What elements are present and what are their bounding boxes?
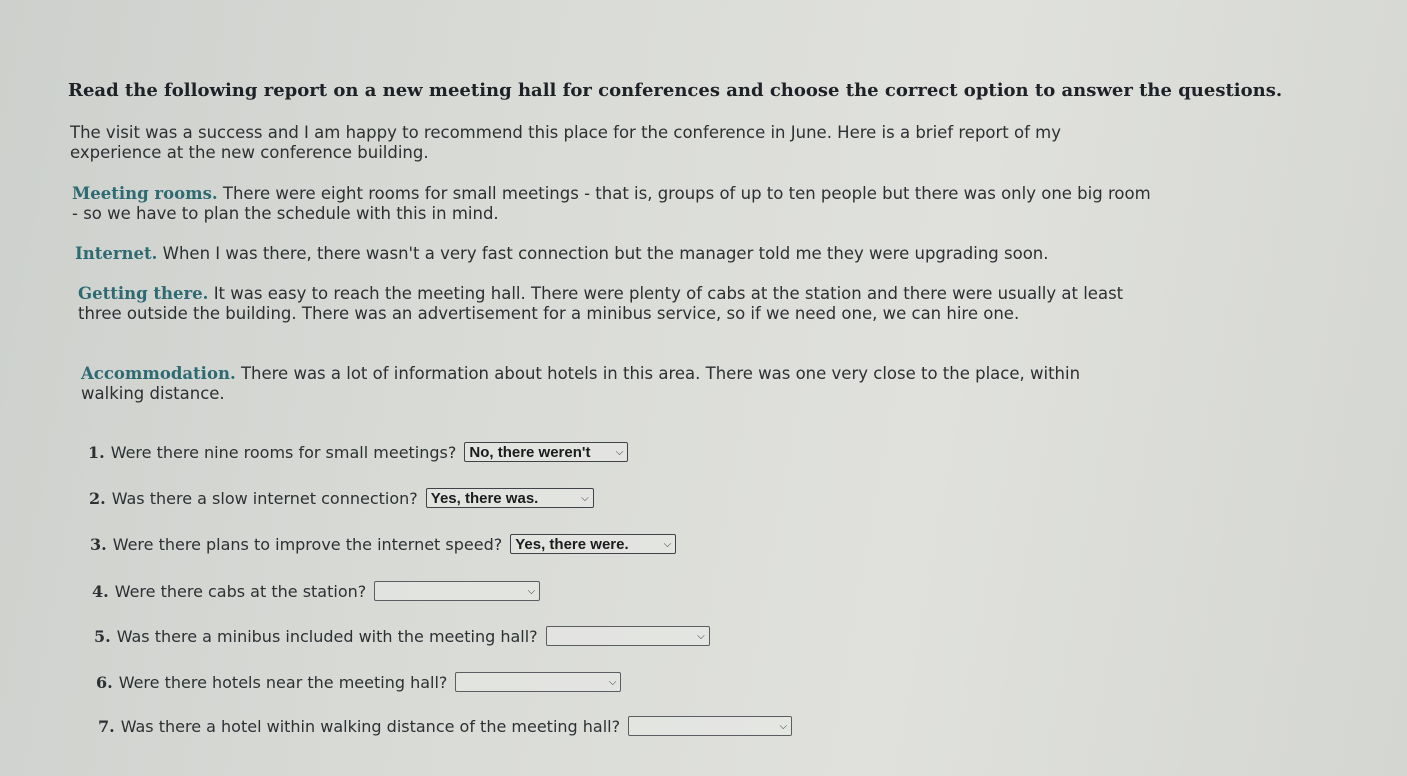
instructions-text: Read the following report on a new meeting hall for conferences and choose the correct option to answer the questions. [68, 80, 1283, 101]
getting-there-text: It was easy to reach the meeting hall. There were plenty of cabs at the station and there were usually at least three outside the building. There was an advertisement for a minibus service, so if we need one, we can hire one. [78, 284, 1124, 323]
question-number: 2. [89, 488, 106, 508]
question-1 [88, 442, 628, 462]
question-number: 1. [88, 442, 105, 462]
question-text: Was there a slow internet connection? [111, 488, 418, 508]
question-3 [90, 534, 676, 554]
answer-select-7[interactable] [628, 716, 792, 736]
question-text: Was there a minibus included with the meeting hall? [116, 626, 538, 646]
meeting-rooms-heading: Meeting rooms. [72, 184, 218, 203]
accommodation-text: There was a lot of information about hotels in this area. There was one very close to the place, within walking distance. [81, 364, 1081, 403]
chevron-down-icon: ⌵ [527, 585, 536, 597]
question-text: Were there cabs at the station? [114, 581, 367, 601]
getting-there-heading: Getting there. [78, 284, 209, 303]
question-number: 6. [96, 672, 113, 692]
meeting-rooms-text: There were eight rooms for small meetings - that is, groups of up to ten people but there was only one big room - so we have to plan the schedule with this in mind. [72, 184, 1151, 223]
report-accommodation [81, 364, 1121, 404]
chevron-down-icon: ⌵ [779, 720, 788, 732]
question-6 [96, 672, 621, 692]
question-text: Were there hotels near the meeting hall? [118, 672, 448, 692]
question-number: 5. [94, 626, 111, 646]
question-5 [94, 626, 710, 646]
report-intro: The visit was a success and I am happy to recommend this place for the conference in June. Here is a brief report of my experience at the new conference building. [70, 123, 1062, 162]
question-number: 4. [92, 581, 109, 601]
question-4 [92, 581, 540, 601]
answer-select-2[interactable] [426, 488, 594, 508]
selected-answer: No, there weren't [469, 443, 591, 461]
answer-select-6[interactable] [455, 672, 621, 692]
answer-select-1[interactable] [464, 442, 628, 462]
chevron-down-icon: ⌵ [581, 492, 589, 504]
chevron-down-icon: ⌵ [608, 676, 617, 688]
question-text: Were there plans to improve the internet speed? [112, 534, 503, 554]
answer-select-3[interactable] [510, 534, 676, 554]
answer-select-4[interactable] [374, 581, 540, 601]
question-number: 7. [98, 716, 115, 736]
report-getting-there [78, 284, 1158, 324]
chevron-down-icon: ⌵ [615, 446, 624, 458]
question-number: 3. [90, 534, 107, 554]
selected-answer: Yes, there was. [430, 489, 539, 507]
answer-select-5[interactable] [546, 626, 710, 646]
selected-answer: Yes, there were. [515, 535, 629, 553]
question-text: Were there nine rooms for small meetings? [110, 442, 457, 462]
chevron-down-icon: ⌵ [697, 630, 705, 642]
question-2 [89, 488, 594, 508]
question-text: Was there a hotel within walking distance of the meeting hall? [120, 716, 621, 736]
internet-heading: Internet. [75, 244, 158, 263]
chevron-down-icon: ⌵ [663, 538, 672, 550]
internet-text: When I was there, there wasn't a very fast connection but the manager told me they were upgrading soon. [162, 244, 1049, 263]
report-meeting-rooms [72, 184, 1152, 224]
report-internet [75, 244, 1175, 264]
accommodation-heading: Accommodation. [81, 364, 236, 383]
question-7 [98, 716, 792, 736]
